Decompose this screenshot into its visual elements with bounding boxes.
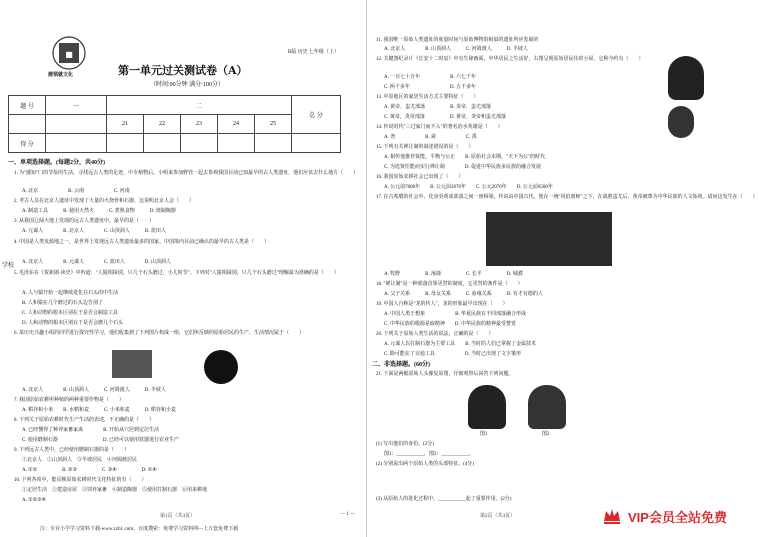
question: 21. 下面是两幅原始人头像复原图，仔细观察后回答下列问题。 (376, 372, 514, 377)
question-option: A. 元谋人以打制石器为主要工具 B. 当时的人们已掌握了金属技术 (384, 342, 536, 347)
sub-question: (3) 从原始人的进化过程中，___________起了重要作用。(2分) (376, 497, 512, 502)
question-list: ①北京人 ②山顶洞人 ③半坡居民 ④河姆渡居民 (22, 458, 138, 463)
question: 2. 考古人员在北京人遗址中发现了大量的火烧骨和石器，这说明北京人会（ ） (14, 199, 195, 204)
page-footer: 第1页（共4页） (160, 514, 196, 519)
question-options: A. 稻谷和小米 B. 水稻和麦 C. 小米和麦 D. 稻谷和小麦 (22, 408, 176, 413)
vip-badge-label: VIP会员全站免费 (628, 509, 727, 525)
svg-text:■: ■ (65, 50, 73, 59)
question: 8. 下列关于原始农耕时代生产生活的表述，不正确的是（ ） (14, 418, 155, 423)
question: 3. 从我国辽阔大地上发现的远古人类遗址中，最早的是（ ） (14, 219, 155, 224)
score-cell (144, 134, 181, 153)
vip-badge[interactable] (602, 504, 752, 528)
question-option: A. 中国人勇于想象 B. 华夏民族在不同部落融合形成 (384, 312, 526, 317)
head-figure-2 (528, 385, 566, 429)
question: 14. 传说时代"三过家门而不入"的著名治水英雄是（ ） (376, 125, 503, 130)
question: 15. 下列有关禅让制的叙述错误的是（ ） (376, 145, 474, 150)
page-divider (366, 0, 367, 537)
score-cell: 25 (255, 115, 292, 134)
question-options: A. 制造工具 B. 使用天然火 C. 煮熟食物 D. 烧制陶器 (22, 209, 176, 214)
sub-question: (1) 写出他们的身份。(2分) (376, 442, 434, 447)
skull-image (668, 56, 704, 100)
question-options: A. 北京人 B. 山顶洞人 C. 河姆渡人 D. 半坡人 (22, 388, 166, 393)
score-cell (46, 134, 107, 153)
score-table (8, 95, 341, 153)
question-option: C. 人和动物的根本区别在于是否会制造工具 (22, 311, 118, 316)
page-footer: 第2页（共4页） (480, 514, 516, 519)
exam-meta: （时间:90分钟 满分:100分） (150, 82, 224, 88)
question-options: A. 尧 B. 舜 C. 禹 (384, 135, 477, 140)
score-cell (292, 134, 341, 153)
question-option: C. 使用磨制石器 D. 已经可以使用铁器进行农业生产 (22, 438, 179, 443)
sub-question: (2) 分别说出两个原始人类的头部特征。(4分) (376, 462, 474, 467)
question: 9. 下列远古人类中，已经使用磨制石器的是（ ） (14, 448, 130, 453)
crown-icon (602, 506, 622, 526)
header-small: R版 历史 七年级（上） (288, 50, 339, 55)
question-option: A. 人与猿开始一起继续进化在石头的中生活 (22, 291, 119, 296)
edge-label: 学校 (2, 263, 15, 269)
publisher-logo (44, 33, 94, 83)
question: 19. 中国人自称是"龙的传人"，龙的形象最早出现在（ ） (376, 302, 508, 307)
score-cell: 一 (46, 96, 107, 115)
question: 16. 我国原始农耕社会已出现了（ ） (376, 175, 464, 180)
question: 4. 中国是人类发源地之一，是世界上发现远古人类遗址最多的国家。中国境内目前已确认的最早的古人类是（ ） (14, 240, 270, 245)
question-option: D. 人和动物的根本区别在于是否会磨几个石头 (22, 321, 124, 326)
question: 10. 下列各项中，能反映原始农耕时代文化特征的有（ ） (14, 478, 147, 483)
score-cell: 总 分 (292, 96, 341, 134)
question-options: A. 北京人 B. 元谋人 C. 蓝田人 D. 山顶洞人 (22, 260, 171, 265)
score-cell: 22 (144, 115, 181, 134)
score-cell (46, 115, 107, 134)
question-options: A. 父子关系 B. 母女关系 C. 血缘关系 D. 有才有德的人 (384, 292, 543, 297)
figure-image (668, 106, 694, 138)
score-cell: 二 (107, 96, 292, 115)
question: 12. 关键图纪录片《长安十二时辰》中有生肆画面，中华居民之生活好，右图呈现原始居民住的小屋，它称今约有（ ） (376, 57, 644, 62)
question-options: A. 北京人 B. 山顶洞人 C. 河姆渡人 D. 半坡人 (384, 47, 528, 52)
score-cell (218, 134, 255, 153)
question-option: C. 为选贤任能而实行禅让制 D. 促进中华民族多民族的融合发展 (384, 165, 541, 170)
question-option: C. 中华民族的根源是取精神 D. 中华民族的精神最受赞赏 (384, 322, 516, 327)
question-options: A. 元谋人 B. 北京人 C. 山顶洞人 D. 蓝田人 (22, 229, 166, 234)
battle-scene-image (486, 212, 612, 266)
figure-caption: 图2 (542, 432, 550, 437)
pottery-bowl-image (204, 350, 238, 384)
question: 1. 为"感知"门的节俭的生活，寻找远古人类的足迹，中专植物后，小明来参加野营一起去参观我国目前已知最早的古人类遗址，他们应该去什么地方（ ） (14, 171, 359, 176)
figure-caption: 图1 (480, 432, 488, 437)
question-options: A. ①②③④ (22, 498, 47, 503)
question: 6. 某历史兴趣小组的同学进行探究性学习，他们收集到了下列图片构成一组，它们所反映的原始居民的生产、生活情况属于（ ） (14, 331, 305, 336)
question-options: A. 牧野 B. 涿鹿 C. 长平 D. 城濮 (384, 272, 523, 277)
right-page (368, 0, 759, 537)
question-option: C. 除可能在了交通工具 D. 当时已出现了文字雏形 (384, 352, 521, 357)
score-cell: 得 分 (9, 134, 46, 153)
score-cell: 23 (181, 115, 218, 134)
question: 7. 我国原始农耕所种植的两种重要作物是（ ） (14, 398, 125, 403)
pottery-image (112, 350, 152, 378)
page-title: 第一单元过关测试卷（A） (118, 64, 248, 77)
head-figure-1 (468, 385, 506, 429)
question-option: A. 黄帝，蚩尤部落 B. 炎帝，蚩尤部落 (384, 105, 491, 110)
question: 11. 我国唯一原始人类遗址的度量时间与原始博物馆相似的遗址所应发展的 (376, 38, 539, 43)
question: 18. "禅让制"是一种部落首领更替的制度，它更替的条件是（ ） (376, 282, 523, 287)
question-option: C. 黄帝，炎帝部落 D. 黄帝，炎帝和蚩尤部落 (384, 115, 506, 120)
question: 17. 在古希腊的社会中，化身炎黄成部落之间一座桥梁，传说由中国古代，他在一统"风伯雨师"之下，在战胜蚩尤后，黄帝被尊为中华民族的人文始祖。请问这发生在（ ） (376, 195, 758, 200)
page-footer-mid: — 1 — (340, 512, 355, 517)
question-option: A. 相传他推荐贤能，平衡与公正 B. 原始社会末期，"天下为公"的时代 (384, 155, 546, 160)
question-option: B. 人和猿在几个磨过的石头边告别了 (22, 301, 103, 306)
question-list: ①定居生活 ②建造房屋 ③饲养家畜 ④制造陶器 ⑤使用打制石器 ⑥用来耕地 (22, 488, 208, 493)
score-cell (107, 134, 144, 153)
score-cell (181, 134, 218, 153)
score-cell: 题 号 (9, 96, 46, 115)
score-cell: 24 (218, 115, 255, 134)
question-options: A. 北京 B. 云南 C. 河南 (22, 189, 130, 194)
question: 20. 下列关于原始人类生活的说法，正确的是（ ） (376, 332, 494, 337)
bottom-watermark: 注：专业小学学习资料下载-www.xzhl. com，百度搜索：免费学习资料网—上万套免费下载 (40, 527, 239, 532)
question-option: A. 一百七十万年 B. 六七千年 (384, 75, 476, 80)
answer-blank: 图1：___________，图2：___________。 (384, 452, 475, 457)
left-page (0, 0, 368, 537)
score-cell: 21 (107, 115, 144, 134)
question-options: A. ①② B. ②③ C. ③④ D. ①④ (22, 468, 157, 473)
score-cell (255, 134, 292, 153)
section-heading: 二、非选择题。(60分) (372, 362, 430, 368)
question: 13. 中原地区的家居生活方式主要特征（ ） (376, 95, 479, 100)
logo-text: 捷领就文化 (48, 73, 74, 78)
question-option: A. 已经懂得了种养家畜家禽 B. 开始从穴居到定居生活 (22, 428, 159, 433)
section-heading: 一、单项选择题。(每题2分，共40分) (8, 160, 105, 166)
question-options: A. 公元前7000年 B. 公元前2070年 C. 公元2070年 D. 公元前6500年 (384, 185, 553, 190)
question-option: C. 两千多年 D. 五千多年 (384, 85, 476, 90)
question: 5. 毛泽东在《贺新郎·读史》中吟道："人猿相揖别，只几个石头磨过，小儿时节"。下列对"人猿相揖别，只几个石头磨过"理解最为准确的是（ ） (14, 271, 339, 276)
score-cell (9, 115, 46, 134)
